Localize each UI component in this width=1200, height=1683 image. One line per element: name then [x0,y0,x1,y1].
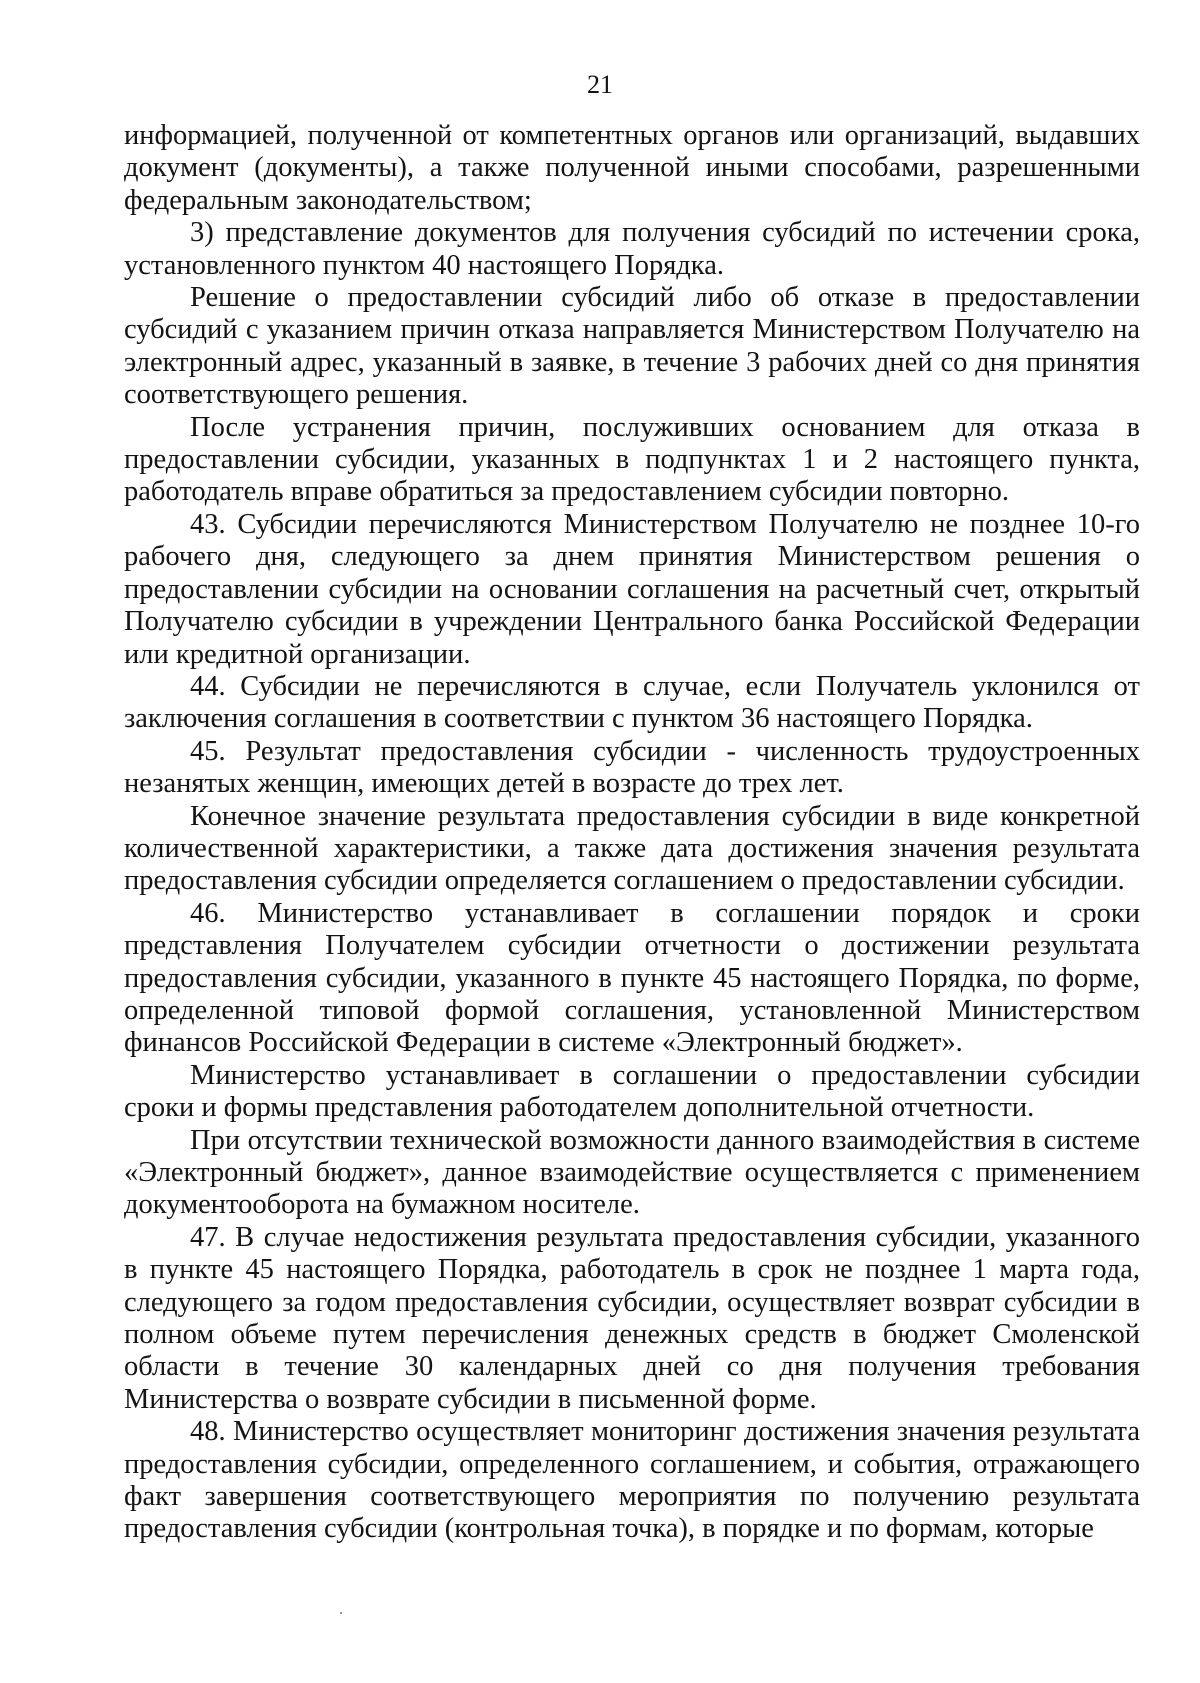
paragraph-item-45: 45. Результат предоставления субсидии - численность трудоустроенных незанятых женщин, имеющих детей в возрасте до трех лет. [124,735,1140,800]
page-number: 21 [587,70,613,99]
scan-speck [340,1612,342,1614]
paragraph-continuation: информацией, полученной от компетентных органов или организаций, выдавших документ (документы), а также полученной иными способами, разрешенными федеральным законодательством; [124,120,1140,216]
paragraph-item-46: 46. Министерство устанавливает в соглашении порядок и сроки представления Получателем субсидии отчетности о достижении результата предоставления субсидии, указанного в пункте 45 настоящего Порядка, по форме, определенной типовой формой соглашения, установленной Министерством финансов Российской Федерации в системе «Электронный бюджет». [124,897,1140,1059]
paragraph-result-value: Конечное значение результата предоставления субсидии в виде конкретной количественной характеристики, а также дата достижения значения результата предоставления субсидии определяется соглашением о предоставлении субсидии. [124,800,1140,897]
paragraph-reapply: После устранения причин, послуживших основанием для отказа в предоставлении субсидии, указанных в подпунктах 1 и 2 настоящего пункта, работодатель вправе обратиться за предоставлением субсидии повторно. [124,411,1140,508]
paragraph-decision-notice: Решение о предоставлении субсидий либо об отказе в предоставлении субсидий с указанием причин отказа направляется Министерством Получателю на электронный адрес, указанный в заявке, в течение 3 рабочих дней со дня принятия соответствующего решения. [124,282,1140,411]
paragraph-additional-reporting: Министерство устанавливает в соглашении о предоставлении субсидии сроки и формы представления работодателем дополнительной отчетности. [124,1059,1140,1124]
paragraph-item-48: 48. Министерство осуществляет мониторинг достижения значения результата предоставления субсидии, определенного соглашением, и события, отражающего факт завершения соответствующего мероприятия по получению результата предоставления субсидии (контрольная точка), в порядке и по формам, которые [124,1416,1140,1545]
document-body [124,120,1140,1546]
paragraph-subitem-3: 3) представление документов для получения субсидий по истечении срока, установленного пунктом 40 настоящего Порядка. [124,217,1140,281]
paragraph-item-44: 44. Субсидии не перечисляются в случае, если Получатель уклонился от заключения соглашения в соответствии с пунктом 36 настоящего Порядка. [124,670,1140,735]
paragraph-item-43: 43. Субсидии перечисляются Министерством Получателю не позднее 10-го рабочего дня, следующего за днем принятия Министерством решения о предоставлении субсидии на основании соглашения на расчетный счет, открытый Получателю субсидии в учреждении Центрального банка Российской Федерации или кредитной организации. [124,508,1140,670]
paragraph-item-47: 47. В случае недостижения результата предоставления субсидии, указанного в пункте 45 настоящего Порядка, работодатель в срок не позднее 1 марта года, следующего за годом предоставления субсидии, осуществляет возврат субсидии в полном объеме путем перечисления денежных средств в бюджет Смоленской области в течение 30 календарных дней со дня получения требования Министерства о возврате субсидии в письменной форме. [124,1221,1140,1415]
paragraph-paper-workflow: При отсутствии технической возможности данного взаимодействия в системе «Электронный бюджет», данное взаимодействие осуществляется с применением документооборота на бумажном носителе. [124,1124,1140,1221]
